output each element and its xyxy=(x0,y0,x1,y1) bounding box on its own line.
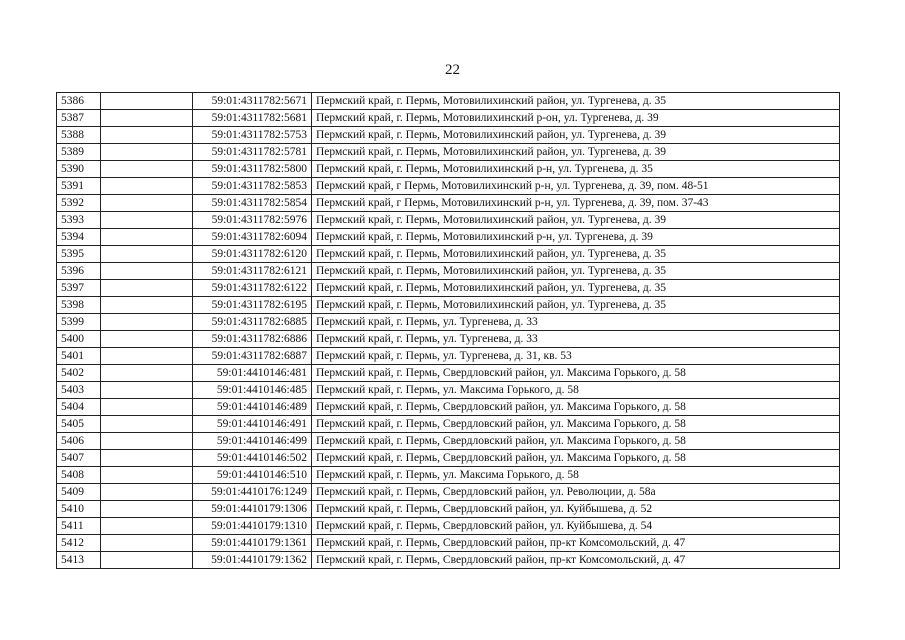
row-number-cell: 5412 xyxy=(57,535,101,552)
address-cell: Пермский край, г. Пермь, Мотовилихинский район, ул. Тургенева, д. 39 xyxy=(312,127,840,144)
row-number-cell: 5390 xyxy=(57,161,101,178)
table-row xyxy=(57,501,840,518)
address-cell: Пермский край, г. Пермь, Свердловский район, ул. Максима Горького, д. 58 xyxy=(312,399,840,416)
table-row xyxy=(57,246,840,263)
table-row xyxy=(57,382,840,399)
empty-cell xyxy=(101,416,193,433)
empty-cell xyxy=(101,484,193,501)
cadastral-number-cell: 59:01:4311782:6094 xyxy=(193,229,312,246)
table-row xyxy=(57,280,840,297)
address-cell: Пермский край, г Пермь, Мотовилихинский р-н, ул. Тургенева, д. 39, пом. 48-51 xyxy=(312,178,840,195)
address-cell: Пермский край, г. Пермь, ул. Максима Горького, д. 58 xyxy=(312,382,840,399)
empty-cell xyxy=(101,399,193,416)
empty-cell xyxy=(101,331,193,348)
empty-cell xyxy=(101,314,193,331)
empty-cell xyxy=(101,501,193,518)
row-number-cell: 5407 xyxy=(57,450,101,467)
address-cell: Пермский край, г. Пермь, Свердловский район, ул. Максима Горького, д. 58 xyxy=(312,365,840,382)
page-number: 22 xyxy=(445,62,460,78)
table-row xyxy=(57,552,840,569)
table-row xyxy=(57,450,840,467)
address-cell: Пермский край, г. Пермь, ул. Тургенева, д. 33 xyxy=(312,314,840,331)
address-cell: Пермский край, г. Пермь, Свердловский район, ул. Революции, д. 58а xyxy=(312,484,840,501)
cadastral-number-cell: 59:01:4311782:6885 xyxy=(193,314,312,331)
cadastral-number-cell: 59:01:4410146:510 xyxy=(193,467,312,484)
empty-cell xyxy=(101,178,193,195)
empty-cell xyxy=(101,110,193,127)
cadastral-number-cell: 59:01:4410146:491 xyxy=(193,416,312,433)
empty-cell xyxy=(101,161,193,178)
cadastral-number-cell: 59:01:4410146:481 xyxy=(193,365,312,382)
address-cell: Пермский край, г. Пермь, Свердловский район, ул. Максима Горького, д. 58 xyxy=(312,433,840,450)
table-row xyxy=(57,365,840,382)
address-cell: Пермский край, г. Пермь, Мотовилихинский район, ул. Тургенева, д. 35 xyxy=(312,263,840,280)
row-number-cell: 5393 xyxy=(57,212,101,229)
row-number-cell: 5410 xyxy=(57,501,101,518)
table-row xyxy=(57,416,840,433)
row-number-cell: 5386 xyxy=(57,93,101,110)
empty-cell xyxy=(101,280,193,297)
table-row xyxy=(57,229,840,246)
address-cell: Пермский край, г. Пермь, Мотовилихинский район, ул. Тургенева, д. 35 xyxy=(312,280,840,297)
address-cell: Пермский край, г. Пермь, Свердловский район, ул. Куйбышева, д. 54 xyxy=(312,518,840,535)
empty-cell xyxy=(101,467,193,484)
empty-cell xyxy=(101,195,193,212)
row-number-cell: 5396 xyxy=(57,263,101,280)
cadastral-number-cell: 59:01:4410146:502 xyxy=(193,450,312,467)
row-number-cell: 5403 xyxy=(57,382,101,399)
address-cell: Пермский край, г. Пермь, Свердловский район, пр-кт Комсомольский, д. 47 xyxy=(312,552,840,569)
empty-cell xyxy=(101,229,193,246)
table-row xyxy=(57,212,840,229)
empty-cell xyxy=(101,365,193,382)
empty-cell xyxy=(101,382,193,399)
registry-table xyxy=(56,92,840,569)
cadastral-number-cell: 59:01:4410179:1361 xyxy=(193,535,312,552)
row-number-cell: 5401 xyxy=(57,348,101,365)
table-row xyxy=(57,110,840,127)
address-cell: Пермский край, г. Пермь, Мотовилихинский район, ул. Тургенева, д. 35 xyxy=(312,246,840,263)
cadastral-number-cell: 59:01:4311782:5854 xyxy=(193,195,312,212)
table-row xyxy=(57,518,840,535)
row-number-cell: 5413 xyxy=(57,552,101,569)
table-row xyxy=(57,467,840,484)
row-number-cell: 5404 xyxy=(57,399,101,416)
address-cell: Пермский край, г. Пермь, Свердловский район, ул. Куйбышева, д. 52 xyxy=(312,501,840,518)
empty-cell xyxy=(101,93,193,110)
row-number-cell: 5398 xyxy=(57,297,101,314)
address-cell: Пермский край, г. Пермь, Мотовилихинский район, ул. Тургенева, д. 35 xyxy=(312,93,840,110)
table-row xyxy=(57,127,840,144)
address-cell: Пермский край, г. Пермь, ул. Тургенева, д. 33 xyxy=(312,331,840,348)
row-number-cell: 5387 xyxy=(57,110,101,127)
address-cell: Пермский край, г. Пермь, Мотовилихинский район, ул. Тургенева, д. 39 xyxy=(312,212,840,229)
table-row xyxy=(57,93,840,110)
address-cell: Пермский край, г. Пермь, Свердловский район, ул. Максима Горького, д. 58 xyxy=(312,450,840,467)
empty-cell xyxy=(101,297,193,314)
empty-cell xyxy=(101,144,193,161)
cadastral-number-cell: 59:01:4311782:5781 xyxy=(193,144,312,161)
cadastral-number-cell: 59:01:4311782:5976 xyxy=(193,212,312,229)
empty-cell xyxy=(101,433,193,450)
table-row xyxy=(57,484,840,501)
cadastral-number-cell: 59:01:4311782:6195 xyxy=(193,297,312,314)
address-cell: Пермский край, г. Пермь, ул. Максима Горького, д. 58 xyxy=(312,467,840,484)
row-number-cell: 5392 xyxy=(57,195,101,212)
table-row xyxy=(57,161,840,178)
row-number-cell: 5391 xyxy=(57,178,101,195)
cadastral-number-cell: 59:01:4311782:5753 xyxy=(193,127,312,144)
empty-cell xyxy=(101,518,193,535)
row-number-cell: 5400 xyxy=(57,331,101,348)
table-row xyxy=(57,195,840,212)
table-row xyxy=(57,178,840,195)
address-cell: Пермский край, г. Пермь, Мотовилихинский район, ул. Тургенева, д. 39 xyxy=(312,144,840,161)
registry-table-body xyxy=(57,93,840,569)
table-row xyxy=(57,297,840,314)
table-row xyxy=(57,144,840,161)
row-number-cell: 5394 xyxy=(57,229,101,246)
address-cell: Пермский край, г. Пермь, Свердловский район, ул. Максима Горького, д. 58 xyxy=(312,416,840,433)
cadastral-number-cell: 59:01:4311782:6121 xyxy=(193,263,312,280)
table-row xyxy=(57,535,840,552)
empty-cell xyxy=(101,552,193,569)
cadastral-number-cell: 59:01:4311782:6122 xyxy=(193,280,312,297)
row-number-cell: 5389 xyxy=(57,144,101,161)
empty-cell xyxy=(101,348,193,365)
cadastral-number-cell: 59:01:4311782:5671 xyxy=(193,93,312,110)
cadastral-number-cell: 59:01:4410146:485 xyxy=(193,382,312,399)
table-row xyxy=(57,348,840,365)
address-cell: Пермский край, г. Пермь, Свердловский район, пр-кт Комсомольский, д. 47 xyxy=(312,535,840,552)
cadastral-number-cell: 59:01:4410179:1306 xyxy=(193,501,312,518)
empty-cell xyxy=(101,127,193,144)
address-cell: Пермский край, г. Пермь, Мотовилихинский р-н, ул. Тургенева, д. 39 xyxy=(312,229,840,246)
empty-cell xyxy=(101,450,193,467)
address-cell: Пермский край, г. Пермь, Мотовилихинский район, ул. Тургенева, д. 35 xyxy=(312,297,840,314)
row-number-cell: 5399 xyxy=(57,314,101,331)
cadastral-number-cell: 59:01:4311782:5800 xyxy=(193,161,312,178)
row-number-cell: 5388 xyxy=(57,127,101,144)
table-row xyxy=(57,399,840,416)
row-number-cell: 5397 xyxy=(57,280,101,297)
row-number-cell: 5395 xyxy=(57,246,101,263)
empty-cell xyxy=(101,535,193,552)
row-number-cell: 5402 xyxy=(57,365,101,382)
cadastral-number-cell: 59:01:4410176:1249 xyxy=(193,484,312,501)
cadastral-number-cell: 59:01:4311782:5853 xyxy=(193,178,312,195)
address-cell: Пермский край, г. Пермь, Мотовилихинский р-н, ул. Тургенева, д. 35 xyxy=(312,161,840,178)
empty-cell xyxy=(101,212,193,229)
cadastral-number-cell: 59:01:4311782:5681 xyxy=(193,110,312,127)
address-cell: Пермский край, г. Пермь, ул. Тургенева, д. 31, кв. 53 xyxy=(312,348,840,365)
row-number-cell: 5408 xyxy=(57,467,101,484)
table-row xyxy=(57,331,840,348)
empty-cell xyxy=(101,263,193,280)
row-number-cell: 5406 xyxy=(57,433,101,450)
table-row xyxy=(57,433,840,450)
table-row xyxy=(57,263,840,280)
cadastral-number-cell: 59:01:4311782:6886 xyxy=(193,331,312,348)
cadastral-number-cell: 59:01:4410146:489 xyxy=(193,399,312,416)
address-cell: Пермский край, г Пермь, Мотовилихинский р-н, ул. Тургенева, д. 39, пом. 37-43 xyxy=(312,195,840,212)
empty-cell xyxy=(101,246,193,263)
row-number-cell: 5411 xyxy=(57,518,101,535)
row-number-cell: 5405 xyxy=(57,416,101,433)
cadastral-number-cell: 59:01:4311782:6887 xyxy=(193,348,312,365)
cadastral-number-cell: 59:01:4311782:6120 xyxy=(193,246,312,263)
row-number-cell: 5409 xyxy=(57,484,101,501)
address-cell: Пермский край, г. Пермь, Мотовилихинский р-он, ул. Тургенева, д. 39 xyxy=(312,110,840,127)
table-row xyxy=(57,314,840,331)
cadastral-number-cell: 59:01:4410179:1310 xyxy=(193,518,312,535)
cadastral-number-cell: 59:01:4410146:499 xyxy=(193,433,312,450)
cadastral-number-cell: 59:01:4410179:1362 xyxy=(193,552,312,569)
